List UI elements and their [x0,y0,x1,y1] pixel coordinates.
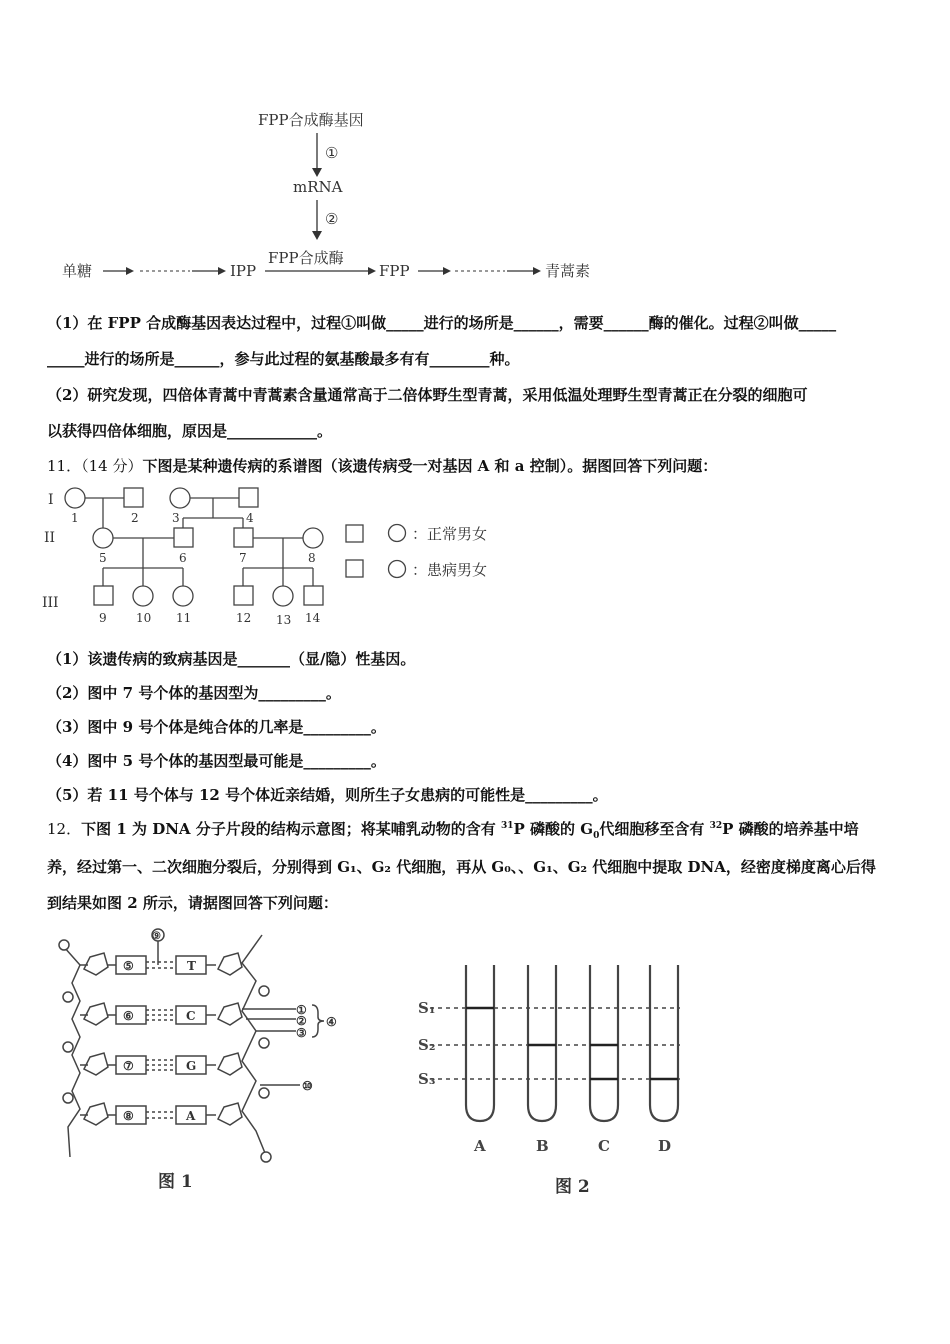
gene-label: FPP合成酶基因 [258,111,364,129]
level-s3: S₃ [418,1070,436,1088]
id-13: 13 [276,613,292,627]
chain-fpp: FPP [379,262,410,280]
id-10: 10 [136,611,152,625]
q12-line3: 到结果如图 2 所示，请据图回答下列问题： [47,894,338,912]
q12-line2: 养，经过第一、二次细胞分裂后，分别得到 G₁、G₂ 代细胞，再从 G₀、、G₁、G₂ 代细胞中提取 DNA，经密度梯度离心后得 [47,858,876,876]
id-14: 14 [305,611,321,625]
q11-sub1: （1）该遗传病的致病基因是_______（显/隐）性基因。 [47,650,416,668]
chain-artemisinin: 青蒿素 [545,262,591,280]
id-7: 7 [239,551,247,565]
level-s2: S₂ [418,1036,436,1054]
fig1-label-6: ⑥ [123,1009,134,1023]
step2-label: ② [325,210,339,228]
tube-label-c: C [598,1137,610,1155]
q10-part1-line1: （1）在 FPP 合成酶基因表达过程中，过程①叫做_____进行的场所是______，需要______酶的催化。过程②叫做_____ [47,314,837,332]
fig1-label-4: ④ [326,1015,337,1029]
q12-sub0: 0 [593,831,600,841]
tube-label-d: D [658,1137,672,1155]
fig1-label-2: ② [296,1014,307,1028]
legend-normal: ：正常男女 [412,525,488,543]
fig1-label-10: ⑩ [302,1079,313,1093]
fig1-caption: 图 1 [158,1172,193,1192]
q11-stem-text: 下图是某种遗传病的系谱图（该遗传病受一对基因 A 和 a 控制）。据图回答下列问题： [142,457,718,475]
fig1-label-7: ⑦ [123,1059,134,1073]
fig1-label-3: ③ [296,1026,307,1040]
q12-l1-d: 代细胞移至含有 [599,820,710,838]
fig1-label-c: C [186,1009,196,1023]
q10-part2-line1: （2）研究发现，四倍体青蒿中青蒿素含量通常高于二倍体野生型青蒿，采用低温处理野生型青蒿正在分裂的细胞可 [47,386,808,404]
chain-ipp: IPP [230,262,257,280]
q11-sub5: （5）若 11 号个体与 12 号个体近亲结婚，则所生子女患病的可能性是_________。 [47,786,608,804]
id-11: 11 [176,611,192,625]
fig1-label-9: ⑨ [152,931,161,942]
gen-label-1: I [48,492,54,508]
id-6: 6 [179,551,187,565]
q12-line1 [47,818,859,841]
gen-label-3: III [42,595,59,611]
fig2-caption: 图 2 [555,1177,590,1197]
tube-label-a: A [474,1137,486,1155]
level-s1: S₁ [418,999,436,1017]
q12-l1-b: 下图 1 为 DNA 分子片段的结构示意图；将某哺乳动物的含有 [81,820,502,838]
id-12: 12 [236,611,252,625]
chain-sugar: 单糖 [62,262,93,280]
pedigree-chart [40,478,530,630]
q11-number: 11． [47,457,82,475]
step1-label: ① [325,144,339,162]
dna-figure-1 [50,925,350,1195]
q11-score: （14 分） [81,457,143,475]
id-1: 1 [71,511,79,525]
q10-part2-line2: 以获得四倍体细胞，原因是____________。 [47,422,333,440]
fig1-label-1: ① [296,1003,307,1017]
q12-sup32: 32 [709,821,723,831]
q11-sub2: （2）图中 7 号个体的基因型为_________。 [47,684,341,702]
q12-number: 12． [47,820,82,838]
q12-l1-c: P 磷酸的 G [513,820,594,838]
id-3: 3 [172,511,180,525]
id-2: 2 [131,511,139,525]
q11-sub3: （3）图中 9 号个体是纯合体的几率是_________。 [47,718,386,736]
q10-part1-line2: _____进行的场所是______，参与此过程的氨基酸最多有有________种。 [47,350,520,368]
gen-label-2: II [44,530,56,546]
pathway-diagram [40,100,640,290]
fig1-label-t: T [187,959,196,973]
enzyme-label: FPP合成酶 [268,249,344,267]
id-4: 4 [246,511,254,525]
id-5: 5 [99,551,107,565]
q11-sub4: （4）图中 5 号个体的基因型最可能是_________。 [47,752,386,770]
q12-l1-e: P 磷酸的培养基中培 [722,820,859,838]
q11-stem [47,455,717,476]
fig1-label-a: A [186,1109,196,1123]
id-9: 9 [99,611,107,625]
fig1-label-8: ⑧ [123,1109,134,1123]
mrna-label: mRNA [293,178,343,196]
tube-label-b: B [536,1137,549,1155]
centrifuge-figure-2 [410,955,700,1200]
fig1-label-5: ⑤ [123,959,134,973]
id-8: 8 [308,551,316,565]
legend-affected: ：患病男女 [412,561,488,579]
q12-sup31: 31 [501,821,514,831]
fig1-label-g: G [186,1059,197,1073]
